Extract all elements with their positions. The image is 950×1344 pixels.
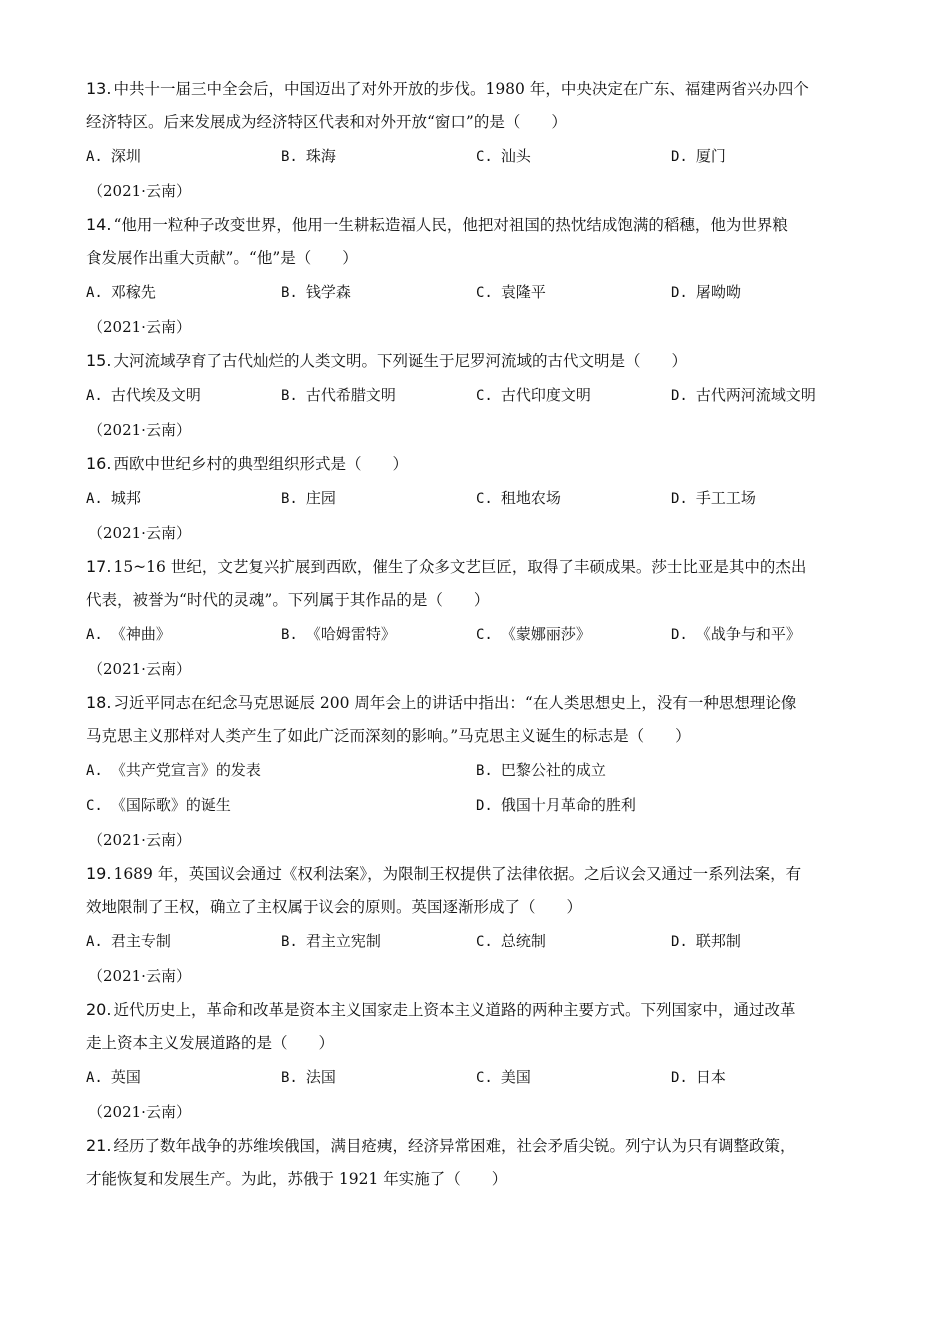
option-text: 古代印度文明 xyxy=(500,386,591,404)
question-16 xyxy=(86,447,866,550)
option-letter: B. xyxy=(476,763,493,779)
option-letter: D. xyxy=(671,285,688,301)
question-stem-line xyxy=(86,1163,866,1196)
option-letter: D. xyxy=(671,149,688,165)
option-c[interactable] xyxy=(476,481,671,516)
question-text: 15~16 世纪，文艺复兴扩展到西欧，催生了众多文艺巨匠，取得了丰硕成果。莎士比亚是其中的杰出 xyxy=(113,558,807,576)
option-letter: C. xyxy=(86,798,103,814)
question-text: 食发展作出重大贡献”。“他”是（ ） xyxy=(86,249,358,267)
question-17 xyxy=(86,550,866,686)
option-letter: A. xyxy=(86,491,103,507)
option-d[interactable] xyxy=(671,1060,866,1095)
option-letter: C. xyxy=(476,627,493,643)
question-20 xyxy=(86,993,866,1129)
question-text: 马克思主义那样对人类产生了如此广泛而深刻的影响。”马克思主义诞生的标志是（ ） xyxy=(86,727,691,745)
question-text: 代表，被誉为“时代的灵魂”。下列属于其作品的是（ ） xyxy=(86,591,490,609)
option-text: 君主专制 xyxy=(110,932,171,950)
option-text: 厦门 xyxy=(695,147,726,165)
question-text: 大河流域孕育了古代灿烂的人类文明。下列诞生于尼罗河流域的古代文明是（ ） xyxy=(113,352,687,370)
option-text: 《哈姆雷特》 xyxy=(305,625,396,643)
question-stem-line xyxy=(86,208,866,242)
option-text: 邓稼先 xyxy=(110,283,156,301)
option-letter: A. xyxy=(86,149,103,165)
option-text: 总统制 xyxy=(500,932,546,950)
option-a[interactable] xyxy=(86,481,281,516)
option-letter: A. xyxy=(86,627,103,643)
options-list xyxy=(86,139,866,174)
option-letter: D. xyxy=(671,388,688,404)
option-letter: A. xyxy=(86,285,103,301)
option-a[interactable] xyxy=(86,139,281,174)
option-letter: D. xyxy=(476,798,493,814)
question-number: 20. xyxy=(86,1000,112,1019)
option-text: 古代希腊文明 xyxy=(305,386,396,404)
question-stem-line xyxy=(86,1027,866,1060)
option-d[interactable] xyxy=(671,617,866,652)
question-21 xyxy=(86,1129,866,1196)
option-d[interactable] xyxy=(671,924,866,959)
option-letter: D. xyxy=(671,934,688,950)
question-stem-line xyxy=(86,891,866,924)
option-text: 俄国十月革命的胜利 xyxy=(500,796,636,814)
option-d[interactable] xyxy=(476,788,866,823)
option-b[interactable] xyxy=(476,753,866,788)
option-a[interactable] xyxy=(86,275,281,310)
question-text: 走上资本主义发展道路的是（ ） xyxy=(86,1034,335,1052)
question-stem-line xyxy=(86,550,866,584)
option-text: 君主立宪制 xyxy=(305,932,381,950)
option-c[interactable] xyxy=(476,924,671,959)
question-stem-line xyxy=(86,106,866,139)
option-letter: D. xyxy=(671,627,688,643)
option-letter: A. xyxy=(86,1070,103,1086)
option-letter: D. xyxy=(671,1070,688,1086)
question-text: 经历了数年战争的苏维埃俄国，满目疮痍，经济异常困难，社会矛盾尖锐。列宁认为只有调整政策， xyxy=(113,1137,796,1155)
question-stem-line xyxy=(86,1129,866,1163)
question-source: （2021·云南） xyxy=(88,524,191,542)
options-list xyxy=(86,924,866,959)
option-text: 巴黎公社的成立 xyxy=(500,761,606,779)
option-letter: C. xyxy=(476,491,493,507)
option-letter: B. xyxy=(281,285,298,301)
options-list xyxy=(86,753,866,823)
option-text: 《蒙娜丽莎》 xyxy=(500,625,591,643)
option-c[interactable] xyxy=(476,1060,671,1095)
question-text: 中共十一届三中全会后，中国迈出了对外开放的步伐。1980 年，中央决定在广东、福建两省兴办四个 xyxy=(113,80,809,98)
option-text: 手工工场 xyxy=(695,489,756,507)
question-text: 近代历史上，革命和改革是资本主义国家走上资本主义道路的两种主要方式。下列国家中，通过改革 xyxy=(113,1001,796,1019)
option-text: 美国 xyxy=(500,1068,531,1086)
option-letter: D. xyxy=(671,491,688,507)
option-c[interactable] xyxy=(476,275,671,310)
question-source: （2021·云南） xyxy=(88,831,191,849)
option-text: 屠呦呦 xyxy=(695,283,741,301)
option-b[interactable] xyxy=(281,275,476,310)
option-c[interactable] xyxy=(86,788,476,823)
option-letter: C. xyxy=(476,934,493,950)
option-a[interactable] xyxy=(86,378,281,413)
options-list xyxy=(86,1060,866,1095)
option-c[interactable] xyxy=(476,139,671,174)
question-text: 效地限制了王权，确立了主权属于议会的原则。英国逐渐形成了（ ） xyxy=(86,898,583,916)
options-list xyxy=(86,481,866,516)
question-stem-line xyxy=(86,993,866,1027)
question-number: 16. xyxy=(86,454,112,473)
option-b[interactable] xyxy=(281,378,476,413)
question-source: （2021·云南） xyxy=(88,182,191,200)
question-number: 21. xyxy=(86,1136,112,1155)
option-text: 深圳 xyxy=(110,147,141,165)
option-d[interactable] xyxy=(671,139,866,174)
option-b[interactable] xyxy=(281,924,476,959)
question-source: （2021·云南） xyxy=(88,660,191,678)
option-letter: B. xyxy=(281,934,298,950)
question-text: 才能恢复和发展生产。为此，苏俄于 1921 年实施了（ ） xyxy=(86,1170,508,1188)
question-source: （2021·云南） xyxy=(88,318,191,336)
option-text: 钱学森 xyxy=(305,283,351,301)
option-text: 英国 xyxy=(110,1068,141,1086)
option-d[interactable] xyxy=(671,275,866,310)
question-text: 西欧中世纪乡村的典型组织形式是（ ） xyxy=(113,455,408,473)
option-text: 珠海 xyxy=(305,147,336,165)
question-14 xyxy=(86,208,866,344)
option-letter: C. xyxy=(476,1070,493,1086)
option-text: 《战争与和平》 xyxy=(695,625,801,643)
option-text: 汕头 xyxy=(500,147,531,165)
option-letter: C. xyxy=(476,285,493,301)
option-text: 法国 xyxy=(305,1068,336,1086)
exam-page xyxy=(86,72,866,1196)
question-19 xyxy=(86,857,866,993)
option-text: 庄园 xyxy=(305,489,336,507)
question-stem-line xyxy=(86,857,866,891)
question-18 xyxy=(86,686,866,857)
question-source: （2021·云南） xyxy=(88,421,191,439)
options-list xyxy=(86,378,866,413)
option-c[interactable] xyxy=(476,378,671,413)
option-text: 《共产党宣言》的发表 xyxy=(110,761,261,779)
option-b[interactable] xyxy=(281,481,476,516)
question-stem-line xyxy=(86,344,866,378)
options-list xyxy=(86,275,866,310)
option-d[interactable] xyxy=(671,378,866,413)
question-stem-line xyxy=(86,242,866,275)
option-letter: B. xyxy=(281,627,298,643)
option-text: 日本 xyxy=(695,1068,726,1086)
option-text: 《国际歌》的诞生 xyxy=(110,796,231,814)
question-text: 习近平同志在纪念马克思诞辰 200 周年会上的讲话中指出：“在人类思想史上，没有一种思想理论像 xyxy=(113,694,797,712)
question-text: 1689 年，英国议会通过《权利法案》，为限制王权提供了法律依据。之后议会又通过一系列法案，有 xyxy=(113,865,802,883)
option-letter: B. xyxy=(281,491,298,507)
option-letter: B. xyxy=(281,388,298,404)
option-a[interactable] xyxy=(86,753,476,788)
option-letter: B. xyxy=(281,1070,298,1086)
question-13 xyxy=(86,72,866,208)
question-stem-line xyxy=(86,584,866,617)
option-text: 古代埃及文明 xyxy=(110,386,201,404)
question-stem-line xyxy=(86,686,866,720)
question-number: 15. xyxy=(86,351,112,370)
option-d[interactable] xyxy=(671,481,866,516)
question-number: 13. xyxy=(86,79,112,98)
options-list xyxy=(86,617,866,652)
option-b[interactable] xyxy=(281,139,476,174)
question-stem-line xyxy=(86,447,866,481)
option-letter: C. xyxy=(476,149,493,165)
option-text: 古代两河流域文明 xyxy=(695,386,816,404)
option-letter: A. xyxy=(86,934,103,950)
option-c[interactable] xyxy=(476,617,671,652)
option-text: 《神曲》 xyxy=(110,625,171,643)
question-15 xyxy=(86,344,866,447)
option-letter: A. xyxy=(86,388,103,404)
option-text: 城邦 xyxy=(110,489,141,507)
question-number: 18. xyxy=(86,693,112,712)
option-b[interactable] xyxy=(281,617,476,652)
question-stem-line xyxy=(86,720,866,753)
option-text: 联邦制 xyxy=(695,932,741,950)
option-letter: C. xyxy=(476,388,493,404)
question-text: “他用一粒种子改变世界，他用一生耕耘造福人民，他把对祖国的热忱结成饱满的稻穗，他为世界粮 xyxy=(113,216,788,234)
option-letter: B. xyxy=(281,149,298,165)
option-a[interactable] xyxy=(86,617,281,652)
question-number: 17. xyxy=(86,557,112,576)
option-text: 袁隆平 xyxy=(500,283,546,301)
question-number: 19. xyxy=(86,864,112,883)
question-source: （2021·云南） xyxy=(88,1103,191,1121)
question-text: 经济特区。后来发展成为经济特区代表和对外开放“窗口”的是（ ） xyxy=(86,113,567,131)
option-b[interactable] xyxy=(281,1060,476,1095)
question-number: 14. xyxy=(86,215,112,234)
question-stem-line xyxy=(86,72,866,106)
option-a[interactable] xyxy=(86,924,281,959)
question-source: （2021·云南） xyxy=(88,967,191,985)
option-text: 租地农场 xyxy=(500,489,561,507)
option-letter: A. xyxy=(86,763,103,779)
option-a[interactable] xyxy=(86,1060,281,1095)
